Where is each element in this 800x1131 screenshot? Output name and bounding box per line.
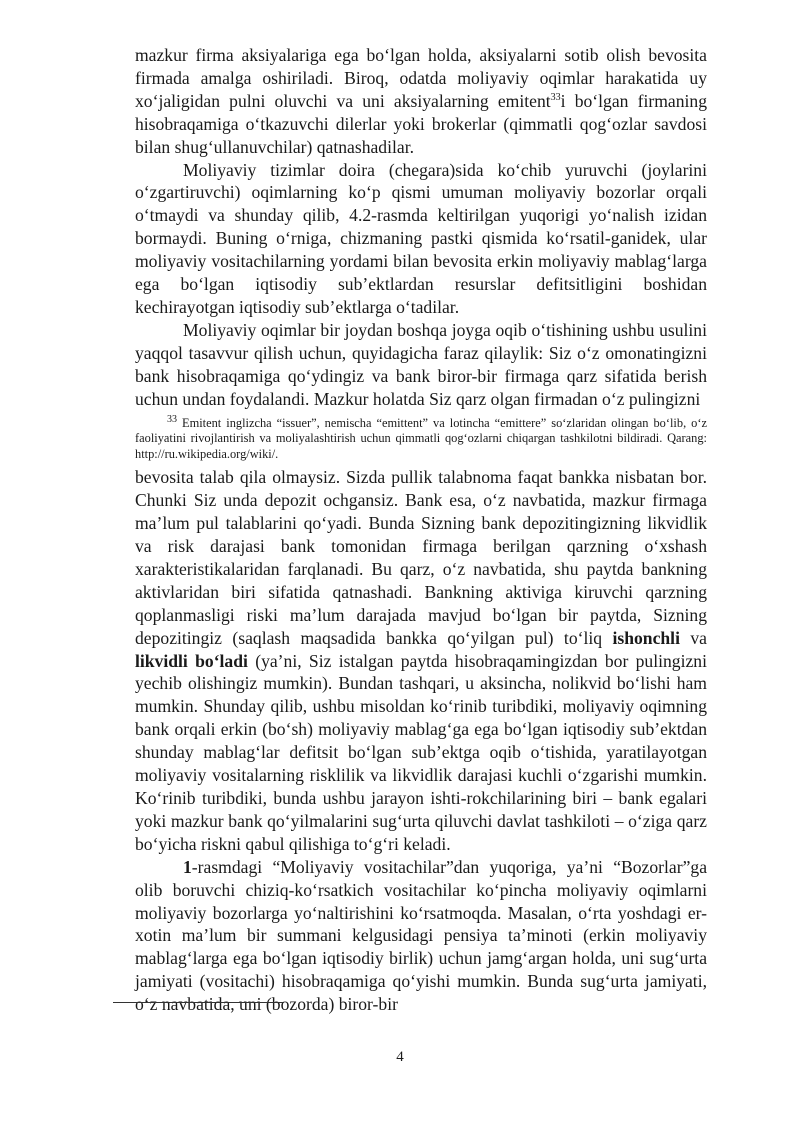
footnote-number: 33: [167, 413, 177, 425]
footnote-text: Emitent inglizcha “issuer”, nemischa “emittent” va lotincha “emittere” soʻzlaridan olingan boʻlib, oʻz faoliyatini rivojlantirish va moliyalashtirish uchun qimmatli qogʻozlarni chiqargan tashkilotni bildiradi. Qarang: http://ru.wikipedia.org/wiki/.: [135, 415, 707, 461]
footnote: [135, 413, 707, 463]
footnote-reference: 33: [550, 91, 561, 103]
bold-term: likvidli boʻladi: [135, 650, 248, 671]
page-number: 4: [396, 1049, 404, 1065]
document-body: [135, 44, 707, 1016]
paragraph: bevosita talab qila olmaysiz. Sizda pullik talabnoma faqat bankka nisbatan bor. Chunki Siz unda depozit ochgansiz. Bank esa, oʻz navbatida, mazkur firmaga maʼlum pul talablarini qoʻyadi. Bunda Sizning bank depozitingizning likvidlik va risk darajasi bank tomonidan firmaga berilgan qarzning oʻxshash xarakteristikalaridan farqlanadi. Bu qarz, oʻz navbatida, shu paytda bankning aktivlaridan biri sifatida qatnashadi. Bankning aktiviga kiruvchi qarzning qoplanmasligi riski maʼlum darajada mavjud boʻlgan bir paytda, Sizning depozitingiz (saqlash maqsadida bankka qoʻyilgan pul) toʻliq ishonchli va likvidli boʻladi (yaʼni, Siz istalgan paytda hisobraqamingizdan bor pulingizni yechib olishingiz mumkin). Bundan tashqari, u aksincha, nolikvid boʻlishi ham mumkin. Shunday qilib, ushbu misoldan koʻrinib turibdiki, moliyaviy oqimning bank orqali erkin (boʻsh) moliyaviy mablagʻga ega boʻlgan iqtisodiy subʼektdan shunday mablagʻlar defitsit boʻlgan subʼektga oqib oʻtishida, yaratilayotgan moliyaviy vositalarning risklilik va likvidlik darajasi kuchli oʻzgarishi mumkin. Koʻrinib turibdiki, bunda ushbu jarayon ishti-rokchilarining biri – bank egalari yoki mazkur bank qoʻyilmalarini sugʻurta qiluvchi davlat tashkiloti – oʻziga qarz boʻyicha riskni qabul qilishiga toʻgʻri keladi.: [135, 467, 707, 854]
paragraph: Moliyaviy tizimlar doira (chegara)sida koʻchib yuruvchi (joylarini oʻzgartiruvchi) oqimlarning koʻp qismi umuman moliyaviy bozorlar orqali oʻtmaydi va shunday qilib, 4.2-rasmda keltirilgan yuqorigi yoʻnalish izidan bormaydi. Buning oʻrniga, chizmaning pastki qismida koʻrsatil-ganidek, ular moliyaviy vositachilarning yordami bilan bevosita erkin moliyaviy mablagʻlarga ega boʻlgan iqtisodiy subʼektlardan resurslar defitsitligini boshidan kechirayotgan iqtisodiy subʼektlarga oʻtadilar.: [135, 159, 707, 317]
footnote-separator: [113, 1002, 284, 1003]
figure-reference: 1: [183, 856, 192, 877]
paragraph: 1-rasmdagi “Moliyaviy vositachilar”dan yuqoriga, yaʼni “Bozorlar”ga olib boruvchi chiziq-koʻrsatkich vositachilar koʻpincha moliyaviy oqimlarni moliyaviy bozorlarga yoʻnaltirishini koʻrsatmoqda. Masalan, oʻrta yoshdagi er-xotin maʼlum bir summani kelgusidagi pensiya taʼminoti (erkin moliyaviy mablagʻlarga ega boʻlgan iqtisodiy birlik) uchun jamgʻargan holda, uni sugʻurta jamiyati (vositachi) hisobraqamiga qoʻyishi mumkin. Bunda sugʻurta jamiyati, oʻz navbatida, uni (bozorda) biror-bir: [135, 856, 707, 1015]
paragraph: Moliyaviy oqimlar bir joydan boshqa joyga oqib oʻtishining ushbu usulini yaqqol tasavvur qilish uchun, quyidagicha faraz qilaylik: Siz oʻz omonatingizni bank hisobraqamiga qoʻydingiz va bank biror-bir firmaga qarz sifatida berish uchun undan foydalandi. Mazkur holatda Siz qarz olgan firmadan oʻz pulingizni: [135, 319, 707, 409]
paragraph: mazkur firma aksiyalariga ega boʻlgan holda, aksiyalarni sotib olish bevosita firmada amalga oshiriladi. Biroq, odatda moliyaviy oqimlar harakatida uy xoʻjaligidan pulni oluvchi va uni aksiyalarning emitent$^{33}$i boʻlgan firmaning hisobraqamiga oʻtkazuvchi dilerlar yoki brokerlar (qimmatli qogʻozlar savdosi bilan shugʻullanuvchilar) qatnashadilar.: [135, 45, 707, 157]
bold-term: ishonchli: [612, 627, 680, 648]
